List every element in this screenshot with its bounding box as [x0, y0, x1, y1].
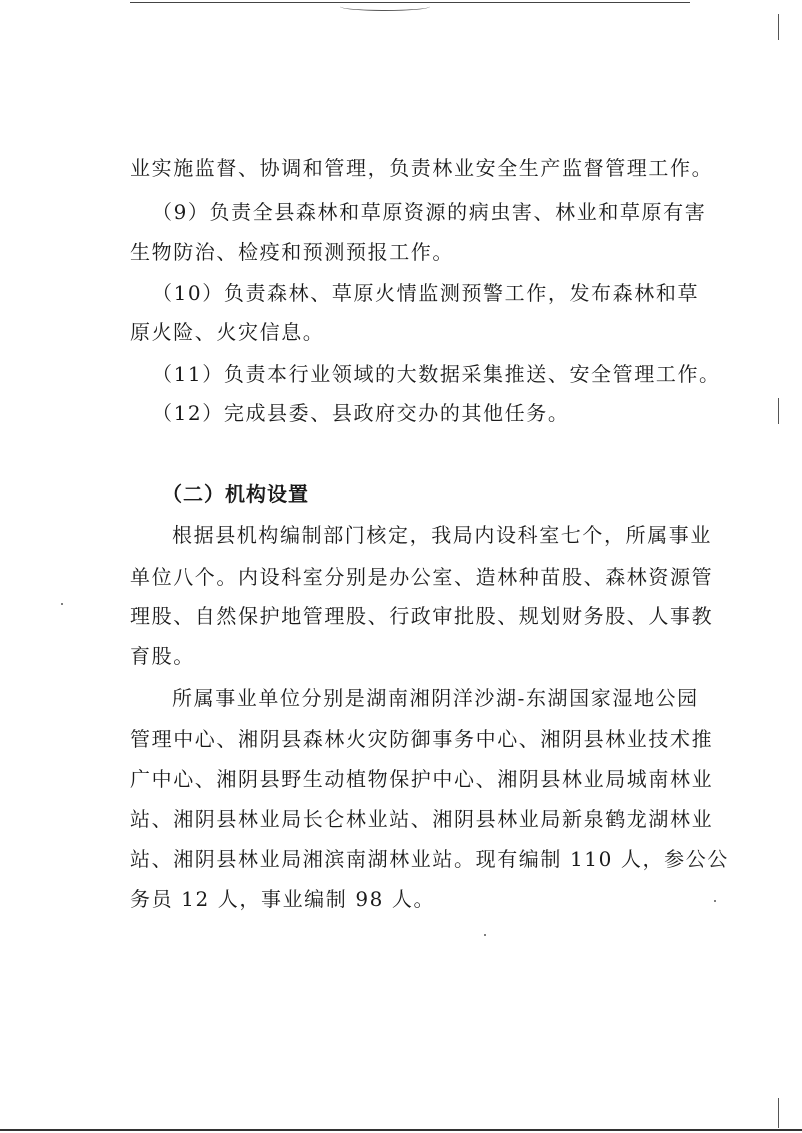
list-item-12: （12）完成县委、县政府交办的其他任务。 — [152, 401, 570, 425]
scan-edge-curve — [340, 2, 430, 11]
paragraph-2-line-6: 务员 12 人，事业编制 98 人。 — [130, 887, 436, 911]
paragraph-1-line-2: 单位八个。内设科室分别是办公室、造林种苗股、森林资源管 — [130, 565, 714, 589]
scan-speck — [484, 934, 486, 936]
scan-edge-right-3 — [778, 1098, 779, 1128]
paragraph-2-line-2: 管理中心、湘阴县森林火灾防御事务中心、湘阴县林业技术推 — [130, 727, 714, 751]
paragraph-1-line-3: 理股、自然保护地管理股、行政审批股、规划财务股、人事教 — [130, 604, 714, 628]
section-heading: （二）机构设置 — [162, 482, 309, 506]
paragraph-1-line-4: 育股。 — [130, 644, 195, 668]
list-item-11: （11）负责本行业领域的大数据采集推送、安全管理工作。 — [152, 362, 721, 386]
scan-edge-bottom — [0, 1129, 802, 1131]
scan-speck — [714, 900, 716, 902]
list-item-9-line-1: （9）负责全县森林和草原资源的病虫害、林业和草原有害 — [152, 200, 707, 224]
scan-edge-right-1 — [778, 14, 779, 40]
scan-edge-right-2 — [778, 398, 779, 424]
body-line-1: 业实施监督、协调和管理，负责林业安全生产监督管理工作。 — [130, 156, 714, 180]
paragraph-2-line-3: 广中心、湘阴县野生动植物保护中心、湘阴县林业局城南林业 — [130, 767, 714, 791]
paragraph-2-line-4: 站、湘阴县林业局长仑林业站、湘阴县林业局新泉鹤龙湖林业 — [130, 807, 714, 831]
list-item-10-line-1: （10）负责森林、草原火情监测预警工作，发布森林和草 — [152, 281, 700, 305]
list-item-10-line-2: 原火险、火灾信息。 — [130, 320, 325, 344]
list-item-9-line-2: 生物防治、检疫和预测预报工作。 — [130, 240, 454, 264]
paragraph-2-line-1: 所属事业单位分别是湖南湘阴洋沙湖-东湖国家湿地公园 — [172, 686, 699, 710]
scan-speck — [61, 603, 63, 605]
paragraph-2-line-5: 站、湘阴县林业局湘滨南湖林业站。现有编制 110 人，参公公 — [130, 847, 729, 871]
paragraph-1-line-1: 根据县机构编制部门核定，我局内设科室七个，所属事业 — [172, 523, 712, 547]
